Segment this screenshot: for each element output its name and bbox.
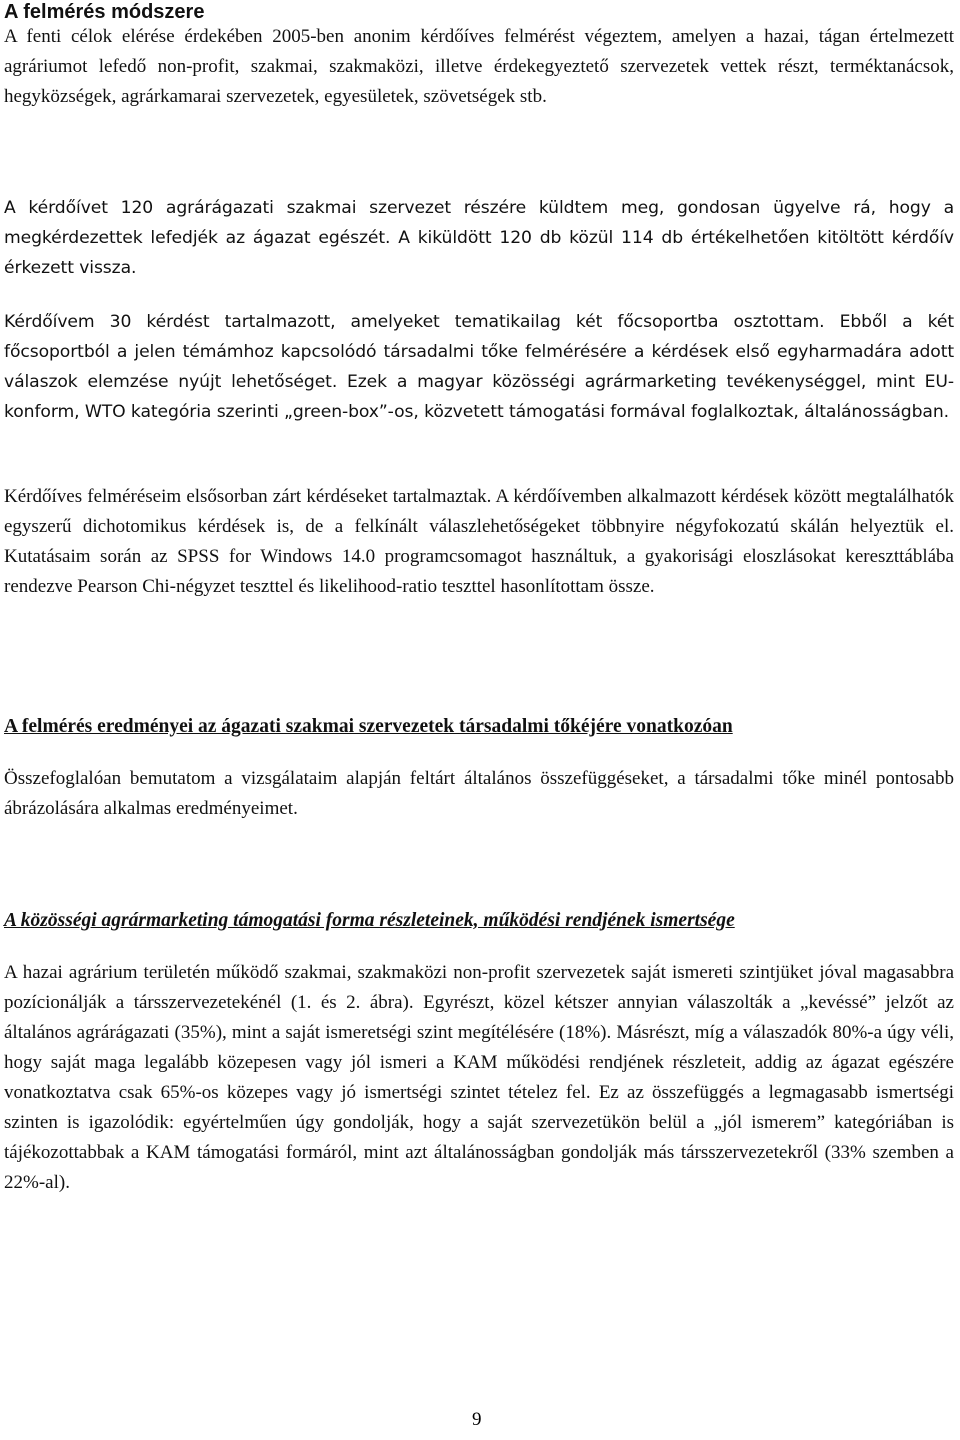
- section-heading-awareness: A közösségi agrármarketing támogatási forma részleteinek, működési rendjének ismertsége: [4, 910, 735, 931]
- section-heading-method: A felmérés módszere: [4, 1, 205, 23]
- section-heading-results: A felmérés eredményei az ágazati szakmai szervezetek társadalmi tőkéjére vonatkozóan: [4, 716, 733, 737]
- paragraph-method-3: Kérdőívem 30 kérdést tartalmazott, amelyeket tematikailag két főcsoportba osztottam. Ebből a két főcsoportból a jelen témámhoz kapcsolódó társadalmi tőke felmérésére a kérdések első egyharmadára adott válaszok elemzése nyújt lehetőséget. Ezek a magyar közösségi agrármarketing tevékenységgel, mint EU-konform, WTO kategória szerinti „green-box”-os, közvetett támogatási formával foglalkoztak, általánosságban.: [4, 312, 954, 422]
- page-number: 9: [472, 1409, 482, 1430]
- paragraph-results: Összefoglalóan bemutatom a vizsgálataim alapján feltárt általános összefüggéseket, a társadalmi tőke minél pontosabb ábrázolására alkalmas eredményeimet.: [4, 768, 954, 819]
- paragraph-method-2: A kérdőívet 120 agrárágazati szakmai szervezet részére küldtem meg, gondosan ügyelve rá, hogy a megkérdezettek lefedjék az ágazat egészét. A kiküldött 120 db közül 114 db értékelhetően kitöltött kérdőív érkezett vissza.: [4, 198, 954, 278]
- paragraph-method-4: Kérdőíves felméréseim elsősorban zárt kérdéseket tartalmaztak. A kérdőívemben alkalmazott kérdések között megtalálhatók egyszerű dichotomikus kérdések is, de a felkínált válaszlehetőségeket többnyire négyfokozatú skálán helyeztük el. Kutatásaim során az SPSS for Windows 14.0 programcsomagot használtuk, a gyakorisági eloszlásokat kereszttáblába rendezve Pearson Chi-négyzet teszttel és likelihood-ratio teszttel hasonlítottam össze.: [4, 486, 954, 597]
- paragraph-method-1: A fenti célok elérése érdekében 2005-ben anonim kérdőíves felmérést végeztem, amelyen a hazai, tágan értelmezett agráriumot lefedő non-profit, szakmai, szakmaközi, illetve érdekegyeztető szervezetek vettek részt, terméktanácsok, hegyközségek, agrárkamarai szervezetek, egyesületek, szövetségek stb.: [4, 26, 954, 107]
- paragraph-awareness: A hazai agrárium területén működő szakmai, szakmaközi non-profit szervezetek saját ismereti szintjüket jóval magasabbra pozícionálják a társszervezetekénél (1. és 2. ábra). Egyrészt, közel kétszer annyian válaszolták a „kevéssé” jelzőt az általános agrárágazati (35%), mint a saját ismeretségi szint megítélésére (18%). Másrészt, míg a válaszadók 80%-a úgy véli, hogy saját maga legalább közepesen vagy jól ismeri a KAM működési rendjének részleteit, addig az ágazat egészére vonatkoztatva csak 65%-os közepes vagy jó ismertségi szintet tételez fel. Ez az összefüggés a legmagasabb ismertségi szinten is igazolódik: egyértelműen úgy gondolják, hogy a saját szervezetükön belül a „jól ismerem” kategóriában is tájékozottabbak a KAM támogatási formáról, mint azt általánosságban gondolják más társszervezetekről (33% szemben a 22%-al).: [4, 962, 954, 1193]
